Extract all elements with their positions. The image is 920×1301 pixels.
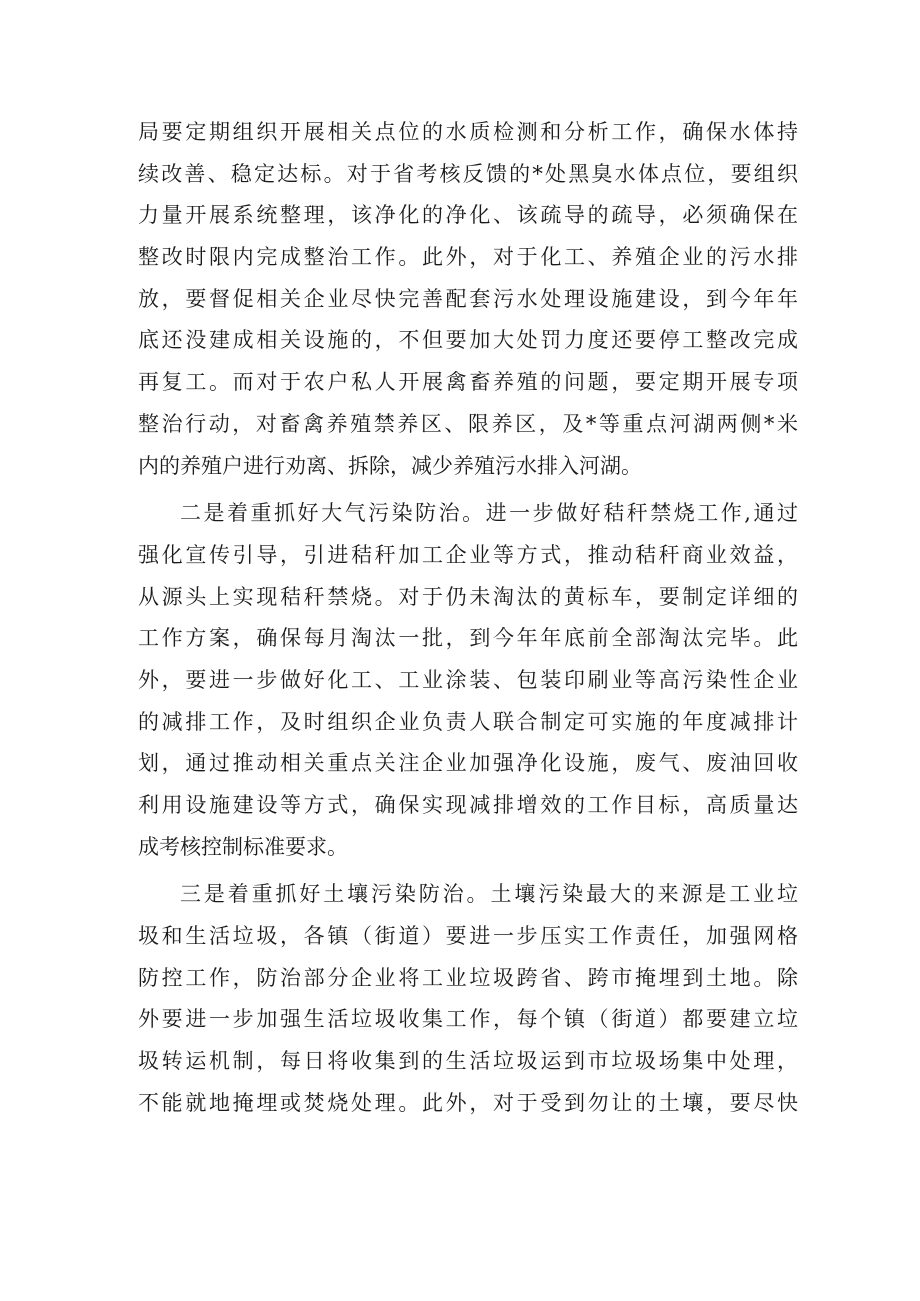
text-line: 三是着重抓好土壤污染防治。土壤污染最大的来源是工业垃 — [180, 882, 798, 907]
text-line: 的减排工作，及时组织企业负责人联合制定可实施的年度减排计 — [138, 709, 798, 734]
text-line: 外要进一步加强生活垃圾收集工作，每个镇（街道）都要建立垃 — [138, 1007, 798, 1032]
text-line: 底还没建成相关设施的，不但要加大处罚力度还要停工整改完成 — [138, 328, 798, 353]
paragraph-air-pollution — [138, 493, 798, 868]
text-line: 不能就地掩埋或焚烧处理。此外，对于受到勿让的土壤，要尽快 — [138, 1090, 798, 1115]
text-line: 圾转运机制，每日将收集到的生活垃圾运到市垃圾场集中处理， — [138, 1049, 798, 1074]
text-line: 内的养殖户进行劝离、拆除，减少养殖污水排入河湖。 — [138, 453, 642, 478]
text-line: 防控工作，防治部分企业将工业垃圾跨省、跨市掩埋到土地。除 — [138, 965, 798, 990]
text-line: 圾和生活垃圾，各镇（街道）要进一步压实工作责任，加强网格 — [138, 924, 798, 949]
text-line: 整治行动，对畜禽养殖禁养区、限养区，及*等重点河湖两侧*米 — [138, 411, 798, 436]
text-line: 放，要督促相关企业尽快完善配套污水处理设施建设，到今年年 — [138, 286, 798, 311]
text-line: 续改善、稳定达标。对于省考核反馈的*处黑臭水体点位，要组织 — [138, 161, 798, 186]
text-line: 再复工。而对于农户私人开展禽畜养殖的问题，要定期开展专项 — [138, 370, 798, 395]
paragraph-water-pollution — [138, 112, 798, 487]
text-line: 利用设施建设等方式，确保实现减排增效的工作目标，高质量达 — [138, 793, 798, 817]
text-line: 外，要进一步做好化工、工业涂装、包装印刷业等高污染性企业 — [138, 667, 798, 692]
text-line: 二是着重抓好大气污染防治。进一步做好秸秆禁烧工作,通过 — [180, 501, 798, 526]
paragraph-soil-pollution — [138, 874, 798, 1124]
text-line: 从源头上实现秸秆禁烧。对于仍未淘汰的黄标车，要制定详细的 — [138, 584, 798, 609]
text-line: 整改时限内完成整治工作。此外，对于化工、养殖企业的污水排 — [138, 245, 798, 270]
text-line: 强化宣传引导，引进秸秆加工企业等方式，推动秸秆商业效益， — [138, 542, 798, 567]
text-line: 局要定期组织开展相关点位的水质检测和分析工作，确保水体持 — [138, 120, 798, 144]
document-body — [138, 112, 798, 1125]
text-line: 划，通过推动相关重点关注企业加强净化设施，废气、废油回收 — [138, 751, 798, 776]
text-line: 工作方案，确保每月淘汰一批，到今年年底前全部淘汰完毕。此 — [138, 626, 798, 651]
text-line: 力量开展系统整理，该净化的净化、该疏导的疏导，必须确保在 — [138, 203, 798, 228]
text-line: 成考核控制标准要求。 — [138, 834, 348, 859]
